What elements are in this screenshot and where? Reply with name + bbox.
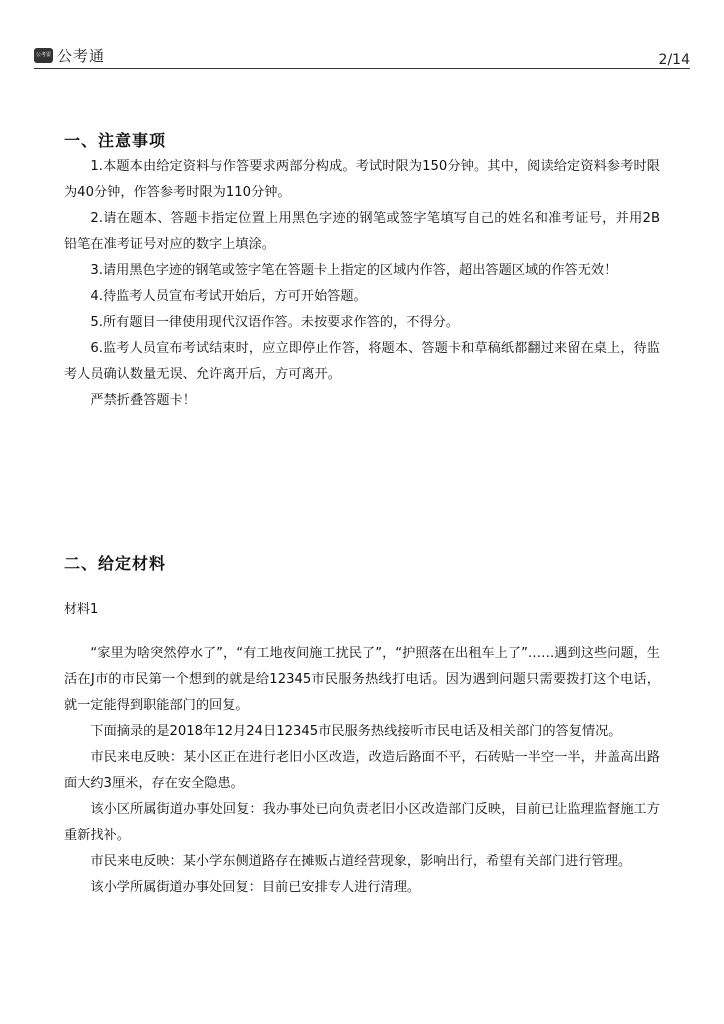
material-paragraph-4: 该小区所属街道办事处回复：我办事处已向负责老旧小区改造部门反映，目前已让监理监督施工方重新找补。 xyxy=(64,802,660,843)
page-header xyxy=(34,40,690,68)
page-number: 2/14 xyxy=(658,52,690,68)
section-title-materials: 二、给定材料 xyxy=(64,554,167,573)
material-paragraph-3: 市民来电反映：某小区正在进行老旧小区改造，改造后路面不平，石砖贴一半空一半，井盖高出路面大约3厘米，存在安全隐患。 xyxy=(64,750,660,791)
note-item-3: 3.请用黑色字迹的钢笔或签字笔在答题卡上指定的区域内作答，超出答题区域的作答无效！ xyxy=(90,263,618,278)
brand-name: 公考通 xyxy=(57,47,106,65)
material-label: 材料1 xyxy=(64,602,99,617)
note-item-6: 6.监考人员宣布考试结束时，应立即停止作答，将题本、答题卡和草稿纸都翻过来留在桌上，待监考人员确认数量无误、允许离开后，方可离开。 xyxy=(64,341,660,382)
note-item-4: 4.待监考人员宣布考试开始后，方可开始答题。 xyxy=(90,289,367,304)
note-item-5: 5.所有题目一律使用现代汉语作答。未按要求作答的，不得分。 xyxy=(90,315,460,330)
material-body xyxy=(64,641,660,901)
material-paragraph-1: “家里为啥突然停水了”，“有工地夜间施工扰民了”，“护照落在出租车上了”……遇到这些问题，生活在J市的市民第一个想到的就是给12345市民服务热线打电话。因为遇到问题只需要拨打这个电话，就一定能得到职能部门的回复。 xyxy=(64,646,660,713)
brand-logo xyxy=(34,45,105,66)
section-title-notes: 一、注意事项 xyxy=(64,131,167,150)
section-notes xyxy=(64,128,660,414)
material-paragraph-5: 市民来电反映：某小学东侧道路存在摊贩占道经营现象，影响出行，希望有关部门进行管理。 xyxy=(90,854,632,869)
logo-badge: 公考雷 xyxy=(34,48,53,63)
note-item-2: 2.请在题本、答题卡指定位置上用黑色字迹的钢笔或签字笔填写自己的姓名和准考证号，并用2B铅笔在准考证号对应的数字上填涂。 xyxy=(64,211,660,252)
header-divider xyxy=(34,68,690,69)
section-materials xyxy=(64,551,660,901)
material-paragraph-6: 该小学所属街道办事处回复：目前已安排专人进行清理。 xyxy=(90,880,421,895)
note-item-1: 1.本题本由给定资料与作答要求两部分构成。考试时限为150分钟。其中，阅读给定资料参考时限为40分钟，作答参考时限为110分钟。 xyxy=(64,159,660,200)
note-item-7: 严禁折叠答题卡！ xyxy=(90,393,196,408)
material-paragraph-2: 下面摘录的是2018年12月24日12345市民服务热线接听市民电话及相关部门的答复情况。 xyxy=(90,724,622,739)
